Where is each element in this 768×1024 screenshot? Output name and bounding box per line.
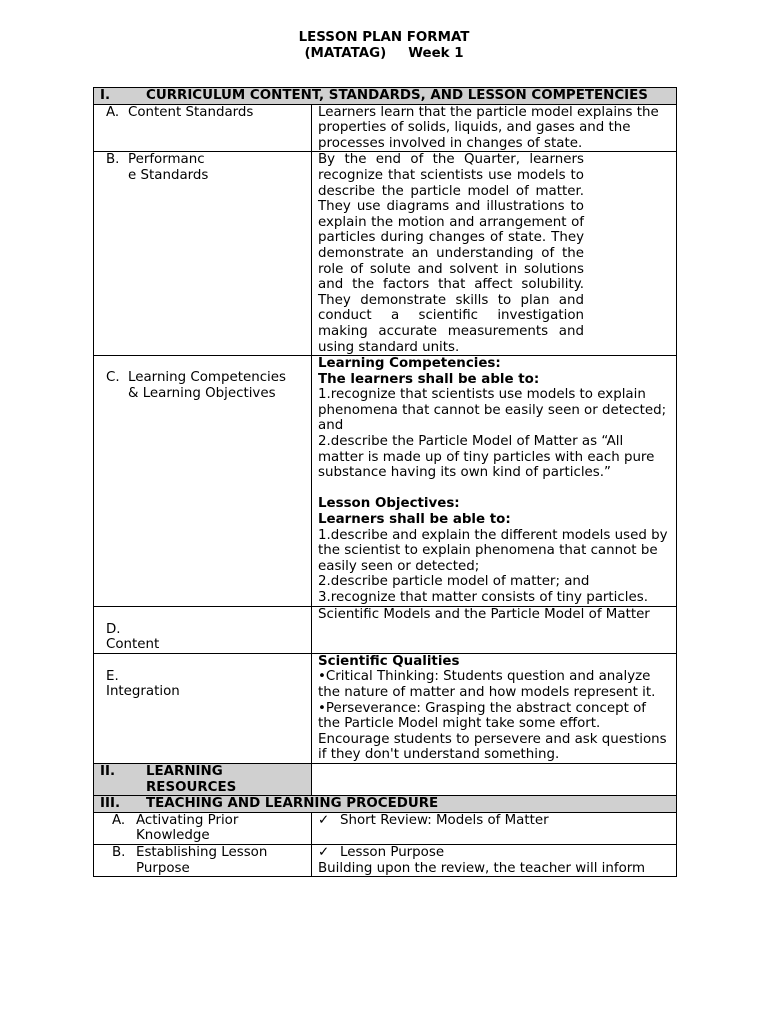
activating-text: Short Review: Models of Matter xyxy=(340,812,549,828)
section-1-header xyxy=(94,88,677,105)
section-3-header-row xyxy=(94,796,677,813)
week-label: Week 1 xyxy=(408,46,464,61)
performance-standards-text: By the end of the Quarter, learners recognize that scientists use models to describe the particle model of matter. They use diagrams and illustrations to explain the motion and arrangement of particles during changes of state. They demonstrate an understanding of the role of solute and solvent in solutions and the factors that affect solubility. They demonstrate skills to plan and conduct a scientific investigation making accurate measurements and using standard units. xyxy=(312,152,677,356)
section-2-row xyxy=(94,763,677,795)
competencies-content xyxy=(312,356,677,607)
activating-label-line1: Activating Prior xyxy=(136,812,239,828)
check-icon: ✓ xyxy=(318,844,330,860)
establishing-text-2: Building upon the review, the teacher will inform xyxy=(318,860,646,876)
establishing-label-line2: Purpose xyxy=(136,860,190,876)
lesson-objectives-subheading: Learners shall be able to: xyxy=(318,512,511,528)
row-letter: A. xyxy=(112,812,126,828)
section-2-heading-line2: RESOURCES xyxy=(146,779,237,795)
performance-standards-row xyxy=(94,152,677,356)
competencies-label-line2: & Learning Objectives xyxy=(128,385,276,401)
lesson-plan-table xyxy=(93,87,677,877)
section-3-header xyxy=(94,796,677,813)
integration-label: Integration xyxy=(106,684,180,700)
content-label: Content xyxy=(106,637,160,653)
section-2-header xyxy=(94,763,312,795)
row-letter: E. xyxy=(106,668,119,684)
section-3-heading: TEACHING AND LEARNING PROCEDURE xyxy=(146,796,439,812)
performance-standards-label-line2: e Standards xyxy=(128,167,209,183)
competencies-label-cell xyxy=(94,356,312,607)
establishing-text: Lesson Purpose xyxy=(340,844,445,860)
learning-competencies-heading: Learning Competencies: xyxy=(318,356,501,372)
section-2-heading-line1: LEARNING xyxy=(146,763,223,779)
row-letter: B. xyxy=(106,152,120,168)
learning-competency-item: 2.describe the Particle Model of Matter as “All matter is made up of tiny particles with each pure substance having its own kind of particles.” xyxy=(318,434,655,481)
row-letter: A. xyxy=(106,104,120,120)
lesson-objectives-heading: Lesson Objectives: xyxy=(318,496,460,512)
content-text: Scientific Models and the Particle Model of Matter xyxy=(312,606,677,653)
content-standards-row xyxy=(94,104,677,152)
establishing-row xyxy=(94,844,677,876)
activating-label-line2: Knowledge xyxy=(136,828,210,844)
lesson-objective-item: 3.recognize that matter consists of tiny particles. xyxy=(318,590,648,605)
integration-label-cell xyxy=(94,653,312,763)
integration-item: •Critical Thinking: Students question and analyze the nature of matter and how models represent it. xyxy=(318,669,656,700)
section-3-numeral: III. xyxy=(100,796,121,812)
performance-standards-label-line1: Performanc xyxy=(128,152,205,168)
row-letter: B. xyxy=(112,844,126,860)
competencies-row xyxy=(94,356,677,607)
content-standards-label-cell xyxy=(94,104,312,152)
integration-item: •Perseverance: Grasping the abstract concept of the Particle Model might take some effort. Encourage students to persevere and ask questions if they don't understand something. xyxy=(318,700,667,763)
activating-label-cell xyxy=(94,812,312,844)
check-icon: ✓ xyxy=(318,812,330,828)
document-title: LESSON PLAN FORMAT xyxy=(298,30,470,45)
integration-row xyxy=(94,653,677,763)
integration-content xyxy=(312,653,677,763)
content-standards-label: Content Standards xyxy=(128,104,254,120)
content-standards-text: Learners learn that the particle model explains the properties of solids, liquids, and gases and the processes involved in changes of state. xyxy=(312,104,677,152)
content-label-cell xyxy=(94,606,312,653)
section-1-heading: CURRICULUM CONTENT, STANDARDS, AND LESSON COMPETENCIES xyxy=(146,88,648,103)
establishing-label-line1: Establishing Lesson xyxy=(136,844,268,860)
section-1-header-row xyxy=(94,88,677,105)
section-2-empty-cell xyxy=(312,763,677,795)
document-subtitle xyxy=(0,46,768,62)
lesson-objective-item: 1.describe and explain the different models used by the scientist to explain phenomena that cannot be easily seen or detected; xyxy=(318,527,668,574)
matatag-label: (MATATAG) xyxy=(304,46,387,61)
learning-competencies-subheading: The learners shall be able to: xyxy=(318,371,540,387)
content-row xyxy=(94,606,677,653)
integration-heading: Scientific Qualities xyxy=(318,653,460,669)
row-letter: D. xyxy=(106,621,121,637)
row-letter: C. xyxy=(106,370,120,386)
section-1-numeral: I. xyxy=(100,88,111,103)
activating-row xyxy=(94,812,677,844)
learning-competency-item: 1.recognize that scientists use models to explain phenomena that cannot be easily seen or detected; and xyxy=(318,387,667,434)
section-2-numeral: II. xyxy=(100,763,116,779)
lesson-objective-item: 2.describe particle model of matter; and xyxy=(318,574,590,590)
establishing-label-cell xyxy=(94,844,312,876)
establishing-content xyxy=(312,844,677,876)
performance-standards-label-cell xyxy=(94,152,312,356)
activating-content xyxy=(312,812,677,844)
competencies-label-line1: Learning Competencies xyxy=(128,370,286,386)
